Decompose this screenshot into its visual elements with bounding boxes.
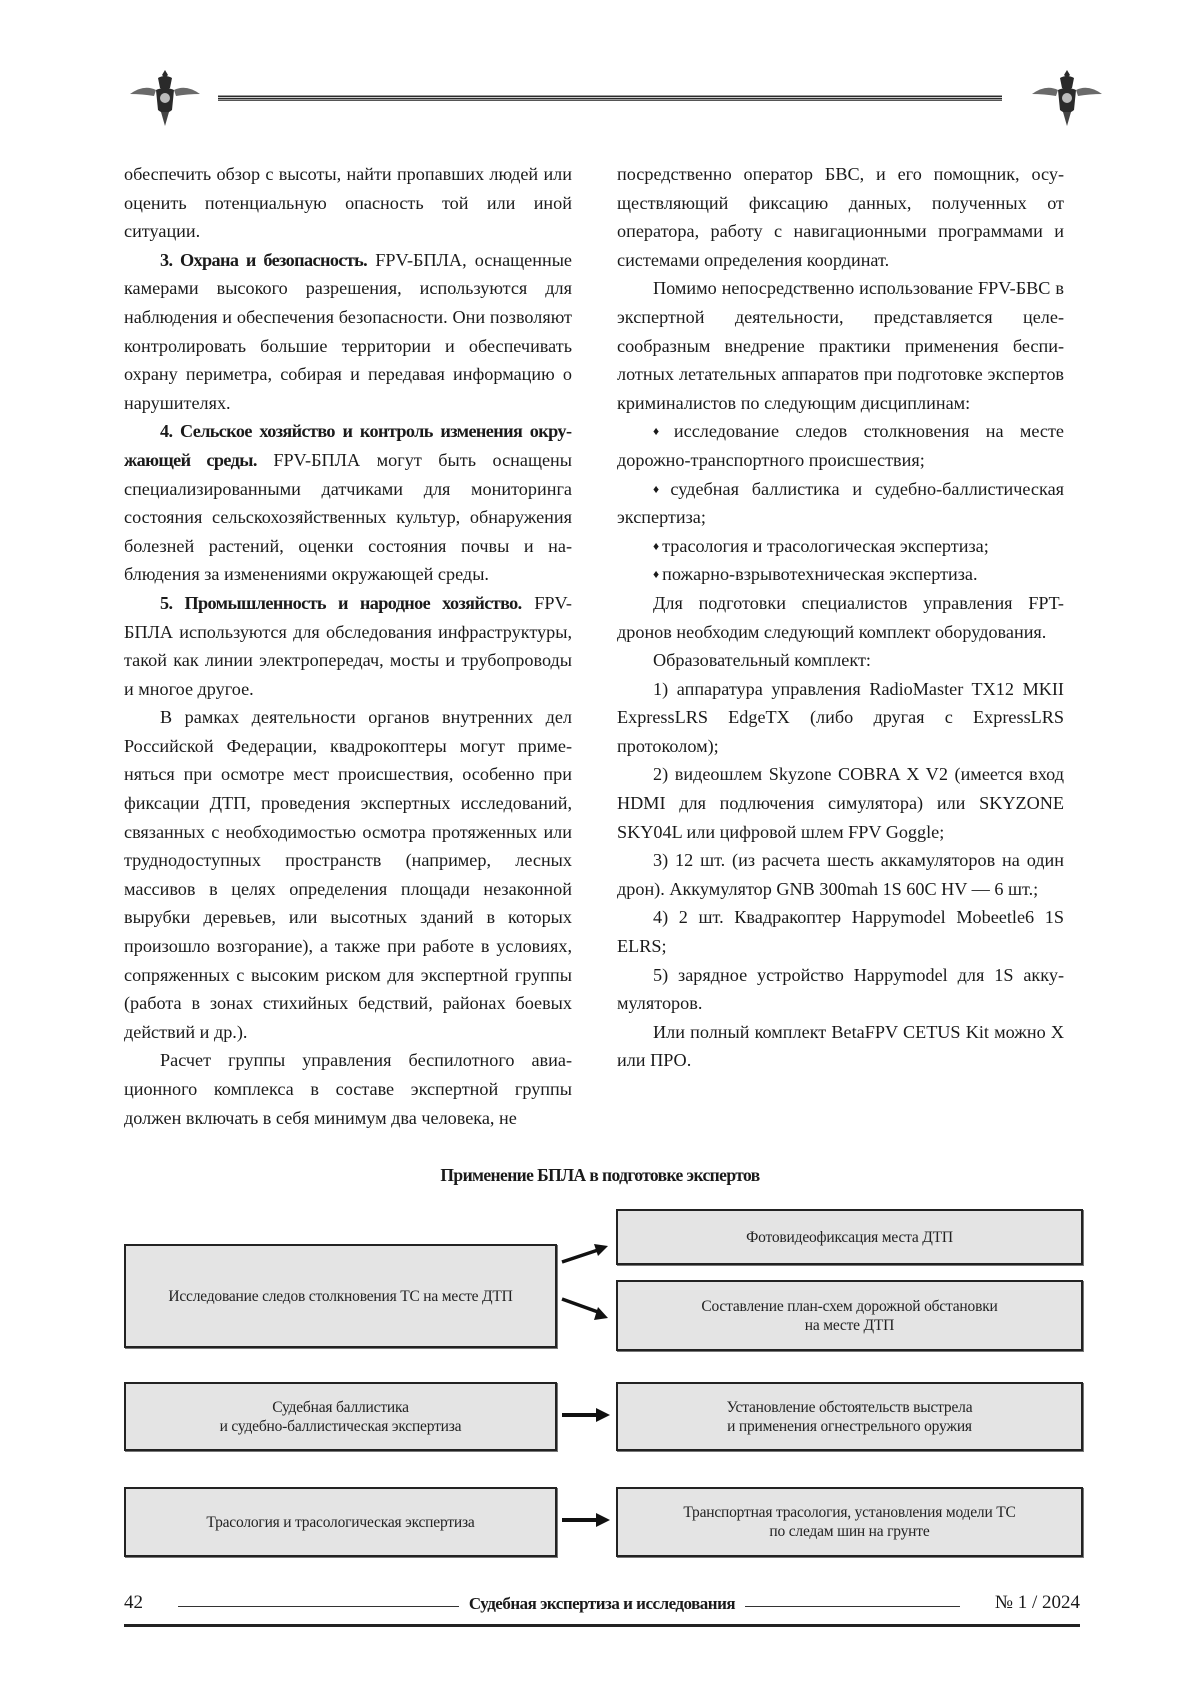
section-heading: 4. Сельское хозяйство и контроль изменения окружающей среды.	[124, 421, 572, 470]
section-heading: 3. Охрана и безопасность.	[160, 249, 368, 270]
diamond-bullet-icon: ♦	[653, 424, 671, 439]
right-column	[617, 160, 1064, 1075]
paragraph: посредственно оператор БВС, и его помощник, осуществляющий фиксацию данных, полученных от оператора, работу с навигационными программами и системами определения координат.	[617, 164, 1064, 270]
paragraph: В рамках деятельности органов внутренних дел Российской Федерации, квадрокоптеры могут применяться при осмотре мест происшествия, особенно при фиксации ДТП, проведения экспертных исследований, связанных с необходимостью осмотра протяженных или труднодоступных пространств (например, лесных массивов в целях определения площади незаконной вырубки деревьев, или высотных зданий в которых произошло возгорание), а также при работе в условиях, сопряженных с высоким риском для экспертной группы (работа в зонах стихийных бедствий, районах боевых действий и др.).	[124, 707, 572, 1042]
issue-number: № 1 / 2024	[985, 1592, 1080, 1614]
diagram-node-road-plan	[616, 1280, 1083, 1351]
page-number: 42	[124, 1592, 143, 1613]
double-headed-eagle-emblem-icon	[128, 68, 202, 128]
equipment-item: 5) зарядное устройство Happymodel для 1S аккумуляторов.	[617, 964, 1064, 1014]
node-label-line: по следам шин на грунте	[769, 1523, 930, 1540]
node-label: Фотовидеофиксация места ДТП	[746, 1228, 953, 1246]
paragraph: обеспечить обзор с высоты, найти пропавших людей или оценить потенциальную опасность той или иной ситуации.	[124, 164, 572, 242]
header-rule	[218, 95, 1002, 101]
page-header	[120, 60, 1080, 140]
bullet-text: судебная баллистика и судебно-баллистическая экспертиза;	[617, 478, 1065, 528]
bullet-text: исследование следов столкновения на месте дорожно-транспортного происшествия;	[617, 421, 1064, 470]
node-label-line: Транспортная трасология, установления модели ТС	[683, 1504, 1016, 1521]
arrow-right-icon	[560, 1511, 612, 1529]
journal-title	[124, 1594, 1080, 1614]
equipment-item: 2) видеошлем Skyzone COBRA X V2 (имеется вход HDMI для подлючения симулятора) или SKYZONE SKY04L или цифровой шлем FPV Goggle;	[617, 764, 1064, 842]
arrow-up-right-icon	[560, 1238, 612, 1268]
left-column	[124, 160, 572, 1132]
bullet-item	[617, 532, 1064, 561]
figure-title: Применение БПЛА в подготовке экспертов	[440, 1165, 760, 1185]
paragraph: Помимо непосредственно использование FPV-БВС в экспертной деятельности, представляется целесообразным внедрение практики применения беспилотных летательных аппаратов при подготовке экспертов криминалистов по следующим дисциплинам:	[617, 278, 1064, 413]
node-label-line: Составление план-схем дорожной обстановки	[701, 1297, 998, 1315]
bullet-item	[617, 417, 1064, 474]
diagram-node-transport-trasology	[616, 1487, 1083, 1557]
arrow-down-right-icon	[560, 1294, 612, 1324]
equipment-item: 3) 12 шт. (из расчета шесть аккамуляторов на один дрон). Аккумулятор GNB 300mah 1S 60C HV — 6 шт.;	[617, 850, 1064, 899]
paragraph-industry	[124, 589, 572, 703]
bullet-text: пожарно-взрывотехническая экспертиза.	[662, 564, 978, 585]
double-headed-eagle-emblem-icon	[1030, 68, 1104, 128]
node-label-line: Установление обстоятельств выстрела	[726, 1398, 973, 1416]
paragraph: Или полный комплект BetaFPV CETUS Kit можно X или ПРО.	[617, 1021, 1064, 1071]
paragraph-agriculture	[124, 417, 572, 589]
diagram-node-photo-video	[616, 1209, 1083, 1265]
diamond-bullet-icon: ♦	[653, 481, 668, 496]
node-label-line: Судебная баллистика	[272, 1398, 409, 1416]
section-heading: 5. Промышленность и народное хозяйство.	[160, 592, 522, 613]
paragraph-text: FPV-БПЛА используются для обследования инфраструктуры, такой как линии электропередач, мосты и трубопроводы и многое другое.	[124, 592, 572, 699]
paragraph: Расчет группы управления беспилотного авиационного комплекса в составе экспертной группы должен включать в себя минимум два человека, не	[124, 1050, 572, 1128]
node-label	[683, 1503, 1015, 1541]
bullet-text: трасология и трасологическая экспертиза;	[662, 535, 989, 556]
bullet-item	[617, 475, 1064, 532]
node-label: Исследование следов столкновения ТС на месте ДТП	[168, 1287, 513, 1305]
node-label	[727, 1398, 973, 1436]
page-footer	[124, 1592, 1080, 1622]
diagram-node-shot-circumstances	[616, 1382, 1083, 1451]
diamond-bullet-icon: ♦	[653, 567, 660, 582]
node-label-line: на месте ДТП	[804, 1316, 895, 1334]
equipment-item: 1) аппаратура управления RadioMaster TX12 MKII ExpressLRS EdgeTX (либо другая с ExpressLRS протоколом);	[617, 678, 1064, 756]
arrow-right-icon	[560, 1406, 612, 1424]
node-label: Трасология и трасологическая экспертиза	[206, 1513, 475, 1531]
node-label-line: и судебно-баллистическая экспертиза	[219, 1417, 462, 1435]
diamond-bullet-icon: ♦	[653, 538, 660, 553]
node-label-line: и применения огнестрельного оружия	[727, 1417, 972, 1435]
paragraph-security	[124, 246, 572, 418]
diagram-node-collision-research	[124, 1244, 557, 1348]
footer-thick-rule	[124, 1624, 1080, 1627]
journal-title-text: Судебная экспертиза и исследования	[459, 1594, 745, 1613]
paragraph-text: FPV-БПЛА, оснащенные камерами высокого разрешения, используются для наблюдения и обеспечения безопасности. Они позволяют контролировать большие территории и обеспечивать охрану периметра, собирая и передавая информацию о нарушителях.	[124, 249, 572, 413]
bullet-item	[617, 560, 1064, 589]
paragraph-text: FPV-БПЛА могут быть оснащены специализированными датчиками для мониторинга состояния сельскохозяйственных культур, обнаружения болезней растений, оценки состояния почвы и наблюдения за изменениями окружающей среды.	[124, 449, 572, 585]
paragraph: Для подготовки специалистов управления FPT-дронов необходим следующий комплект оборудования.	[617, 592, 1064, 642]
paragraph: Образовательный комплект:	[653, 650, 871, 671]
equipment-item: 4) 2 шт. Квадракоптер Happymodel Mobeetle6 1S ELRS;	[617, 907, 1064, 957]
node-label	[701, 1297, 997, 1335]
diagram-node-ballistics	[124, 1382, 557, 1451]
diagram-node-trasology	[124, 1487, 557, 1557]
node-label	[220, 1398, 462, 1436]
